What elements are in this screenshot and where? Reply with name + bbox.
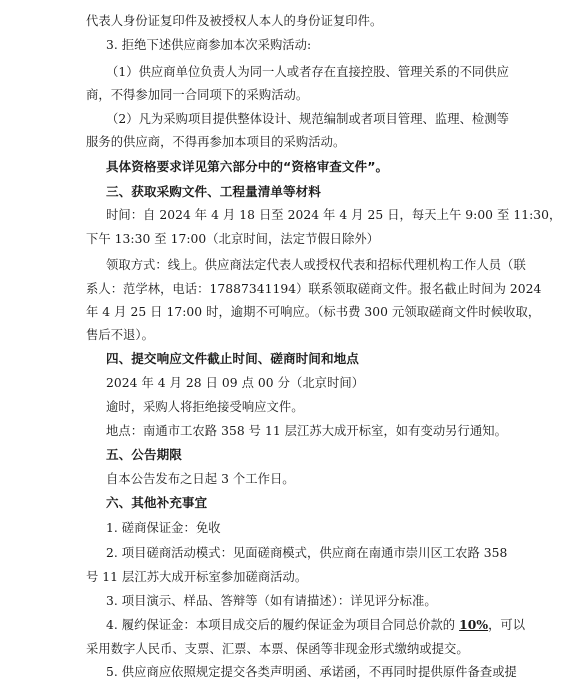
paragraph-line: 1. 磋商保证金：免收 (106, 521, 221, 535)
bond-percentage: 10% (459, 617, 489, 632)
paragraph-line: 地点：南通市工农路 358 号 11 层江苏大成开标室，如有变动另行通知。 (106, 424, 507, 438)
text-run: ，可以 (488, 618, 526, 632)
paragraph-line: 年 4 月 25 日 17:00 时，逾期不可响应。（标书费 300 元领取磋商文件时候收取， (86, 305, 541, 319)
paragraph-line: 商，不得参加同一合同项下的采购活动。 (86, 88, 309, 102)
text-run: 4. 履约保证金：本项目成交后的履约保证金为项目合同总价款的 (106, 618, 460, 632)
section-heading-4: 四、提交响应文件截止时间、磋商时间和地点 (106, 351, 359, 366)
paragraph-line (106, 617, 525, 633)
paragraph-line: 代表人身份证复印件及被授权人本人的身份证复印件。 (86, 14, 383, 28)
paragraph-line: 自本公告发布之日起 3 个工作日。 (106, 472, 295, 486)
qualification-note: 具体资格要求详见第六部分中的“资格审查文件”。 (106, 159, 389, 174)
paragraph-line: （2）凡为采购项目提供整体设计、规范编制或者项目管理、监理、检测等 (106, 112, 509, 126)
paragraph-line: 售后不退）。 (86, 328, 154, 342)
paragraph-line: 逾时，采购人将拒绝接受响应文件。 (106, 400, 304, 414)
paragraph-line: 号 11 层江苏大成开标室参加磋商活动。 (86, 570, 308, 584)
paragraph-line: 2024 年 4 月 28 日 09 点 00 分（北京时间） (106, 376, 365, 390)
section-heading-3: 三、获取采购文件、工程量清单等材料 (106, 184, 321, 199)
paragraph-line: 时间：自 2024 年 4 月 18 日至 2024 年 4 月 25 日，每天上午 9:00 至 11:30， (106, 208, 562, 222)
paragraph-line: 系人：范学林，电话：17887341194）联系领取磋商文件。报名截止时间为 2024 (86, 282, 542, 296)
paragraph-line: （1）供应商单位负责人为同一人或者存在直接控股、管理关系的不同供应 (106, 65, 509, 79)
section-heading-5: 五、公告期限 (106, 447, 182, 462)
paragraph-line: 5. 供应商应依照规定提交各类声明函、承诺函，不再同时提供原件备查或提 (106, 665, 517, 679)
paragraph-line: 服务的供应商，不得再参加本项目的采购活动。 (86, 135, 346, 149)
paragraph-line: 领取方式：线上。供应商法定代表人或授权代表和招标代理机构工作人员（联 (106, 258, 526, 272)
paragraph-line: 2. 项目磋商活动模式：见面磋商模式，供应商在南通市崇川区工农路 358 (106, 546, 508, 560)
paragraph-line: 3. 拒绝下述供应商参加本次采购活动: (106, 38, 312, 52)
paragraph-line: 3. 项目演示、样品、答辩等（如有请描述）：详见评分标准。 (106, 594, 437, 608)
paragraph-line: 采用数字人民币、支票、汇票、本票、保函等非现金形式缴纳或提交。 (86, 642, 469, 656)
paragraph-line: 下午 13:30 至 17:00（北京时间，法定节假日除外） (86, 232, 380, 246)
section-heading-6: 六、其他补充事宜 (106, 495, 208, 510)
